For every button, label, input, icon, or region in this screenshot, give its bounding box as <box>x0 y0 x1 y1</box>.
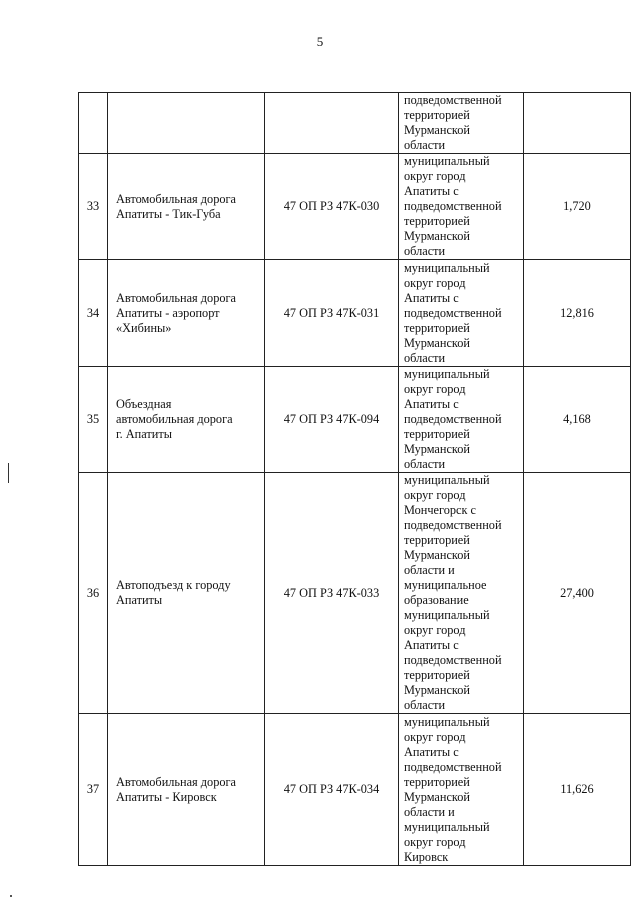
territory-line: муниципальный <box>404 367 490 381</box>
territory-line: Апатиты с <box>404 184 459 198</box>
territory-line: Мурманской <box>404 442 471 456</box>
road-name-cell <box>108 154 265 260</box>
territory-line: муниципальный <box>404 154 490 168</box>
territory-line: муниципальный <box>404 473 490 487</box>
territory-line: подведомственной <box>404 305 502 320</box>
table-row <box>79 154 631 260</box>
territory-line: Мурманской <box>404 548 471 562</box>
territory-line: области <box>404 698 446 712</box>
territory-line: округ город <box>404 275 466 290</box>
territory-line: муниципальный <box>404 819 490 834</box>
corner-dot <box>10 895 12 897</box>
road-code-cell <box>265 93 399 154</box>
road-code-cell: 47 ОП РЗ 47К-033 <box>265 473 399 714</box>
territory-line: округ город <box>404 623 466 637</box>
territory-line: области <box>404 138 446 152</box>
territory-line: Мурманской <box>404 123 471 137</box>
territory-line: территорией <box>404 427 470 441</box>
road-name-line: Апатиты - аэропорт <box>116 305 220 320</box>
territory-line: Апатиты с <box>404 744 459 759</box>
territory-line: подведомственной <box>404 199 502 213</box>
territory-line: округ город <box>404 169 466 183</box>
roads-table-body <box>79 93 631 866</box>
territory-line: Кировск <box>404 849 449 864</box>
road-name-line: «Хибины» <box>116 320 172 335</box>
row-number-cell: 36 <box>79 473 108 714</box>
row-number-cell: 37 <box>79 714 108 866</box>
row-number-cell: 34 <box>79 260 108 367</box>
road-name-line: Объездная <box>116 397 172 411</box>
territory-line: Мурманской <box>404 683 471 697</box>
territory-line: подведомственной <box>404 412 502 426</box>
row-number-cell: 33 <box>79 154 108 260</box>
road-code-cell: 47 ОП РЗ 47К-094 <box>265 367 399 473</box>
road-length-cell: 12,816 <box>524 260 631 367</box>
territory-line: территорией <box>404 320 470 335</box>
territory-line: Мурманской <box>404 789 471 804</box>
territory-cell <box>399 714 524 866</box>
territory-line: округ город <box>404 382 466 396</box>
road-name-line: Апатиты - Кировск <box>116 789 217 804</box>
territory-line: муниципальное <box>404 578 487 592</box>
road-length-cell: 4,168 <box>524 367 631 473</box>
road-length-cell: 11,626 <box>524 714 631 866</box>
table-row <box>79 473 631 714</box>
territory-line: территорией <box>404 774 470 789</box>
territory-line: Апатиты с <box>404 638 459 652</box>
territory-line: муниципальный <box>404 608 490 622</box>
territory-cell <box>399 473 524 714</box>
table-row <box>79 367 631 473</box>
territory-line: муниципальный <box>404 260 490 275</box>
road-name-line: г. Апатиты <box>116 427 172 441</box>
territory-line: подведомственной <box>404 653 502 667</box>
road-length-cell <box>524 93 631 154</box>
road-name-line: Апатиты - Тик-Губа <box>116 206 221 221</box>
road-name-line: автомобильная дорога <box>116 412 233 426</box>
table-row <box>79 93 631 154</box>
territory-cell <box>399 154 524 260</box>
road-name-cell <box>108 473 265 714</box>
roads-table <box>78 92 631 866</box>
road-name-line: Автоподъезд к городу <box>116 578 231 592</box>
territory-line: области и <box>404 563 455 577</box>
road-name-line: Автомобильная дорога <box>116 774 236 789</box>
territory-line: Апатиты с <box>404 397 459 411</box>
road-length-cell: 27,400 <box>524 473 631 714</box>
road-length-cell: 1,720 <box>524 154 631 260</box>
territory-line: подведомственной <box>404 759 502 774</box>
territory-line: округ город <box>404 729 466 744</box>
territory-line: муниципальный <box>404 714 490 729</box>
territory-cell <box>399 260 524 367</box>
territory-line: области и <box>404 804 455 819</box>
territory-line: округ город <box>404 834 466 849</box>
road-code-cell: 47 ОП РЗ 47К-031 <box>265 260 399 367</box>
territory-line: Мурманской <box>404 335 471 350</box>
road-name-line: Апатиты <box>116 593 163 607</box>
page-number: 5 <box>316 34 324 49</box>
territory-line: области <box>404 457 446 471</box>
territory-line: территорией <box>404 668 470 682</box>
territory-line: области <box>404 244 446 258</box>
territory-cell <box>399 367 524 473</box>
territory-line: Мурманской <box>404 229 471 243</box>
road-name-cell <box>108 367 265 473</box>
row-number-cell: 35 <box>79 367 108 473</box>
territory-line: округ город <box>404 488 466 502</box>
territory-line: территорией <box>404 214 470 228</box>
territory-line: области <box>404 350 446 365</box>
road-name-line: Автомобильная дорога <box>116 290 236 305</box>
territory-cell <box>399 93 524 154</box>
territory-line: территорией <box>404 108 470 122</box>
territory-line: образование <box>404 593 469 607</box>
table-row <box>79 714 631 866</box>
territory-line: Апатиты с <box>404 290 459 305</box>
road-code-cell: 47 ОП РЗ 47К-034 <box>265 714 399 866</box>
road-name-cell <box>108 714 265 866</box>
road-name-cell <box>108 93 265 154</box>
territory-line: подведомственной <box>404 518 502 532</box>
territory-line: подведомственной <box>404 93 502 107</box>
table-row <box>79 260 631 367</box>
road-name-line: Автомобильная дорога <box>116 191 236 206</box>
territory-line: территорией <box>404 533 470 547</box>
road-code-cell: 47 ОП РЗ 47К-030 <box>265 154 399 260</box>
road-name-cell <box>108 260 265 367</box>
row-number-cell <box>79 93 108 154</box>
territory-line: Мончегорск с <box>404 503 476 517</box>
margin-mark <box>8 463 9 483</box>
